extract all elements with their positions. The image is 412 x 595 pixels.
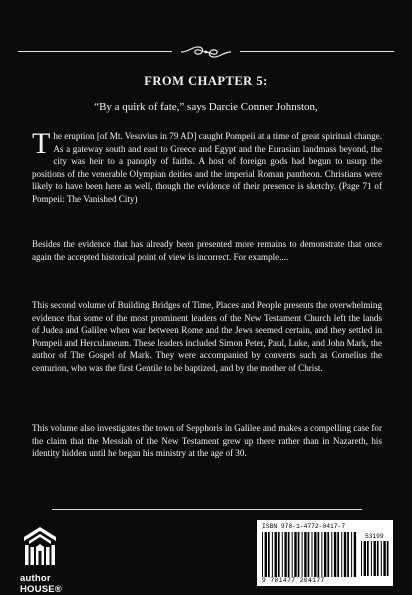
barcode-bar	[351, 532, 352, 577]
barcode-bar	[304, 532, 306, 577]
isbn-label: ISBN 978-1-4772-0417-7	[262, 523, 346, 530]
drop-cap: T	[32, 127, 51, 160]
barcode-bar	[272, 532, 273, 577]
paragraph-2: Besides the evidence that has already been presented more remains to demonstrate that once again the accepted historical point of view is incorrect. For example....	[32, 239, 382, 262]
barcode-bar	[371, 541, 372, 576]
barcode-bar	[288, 532, 290, 577]
barcode-bar	[324, 532, 326, 577]
barcode-bar	[387, 541, 389, 576]
barcode-bar	[334, 532, 336, 577]
barcode-bar	[278, 532, 280, 577]
ornament-line-right	[240, 51, 394, 52]
ornament-line-left	[18, 51, 172, 52]
barcode-bar	[294, 532, 296, 577]
barcode-bar	[262, 532, 263, 577]
barcode-digits: 9 781477 204177	[262, 577, 325, 584]
barcode-bar	[331, 532, 332, 577]
barcode-bar	[268, 532, 270, 577]
barcode-bar	[337, 532, 339, 577]
flourish-ornament-icon	[179, 42, 233, 62]
barcode-bar	[298, 532, 300, 577]
barcode-bar	[321, 532, 322, 577]
barcode-bar	[318, 532, 320, 577]
barcode-bar	[374, 541, 376, 576]
barcode-bar	[265, 532, 267, 577]
authorhouse-logo-icon	[20, 525, 60, 569]
barcode-bar	[302, 532, 303, 577]
chapter-heading: FROM CHAPTER 5:	[144, 74, 268, 88]
barcode-bar	[377, 541, 379, 576]
barcode-bar	[308, 532, 310, 577]
paragraph-1-text: he eruption [of Mt. Vesuvius in 79 AD] caught Pompeii at a time of great spiritual change. As a gateway south and east to Greece and Egypt and the Eurasian landmass beyond, the city was heir to a panoply of faiths. A host of foreign gods had begun to usurp the positions of the venerable Olympian deities and the imperial Roman pantheon. Christians were likely to have been here as well, though the evidence of their presence is sketchy. (Page 71 of Pompeii: The Vanished City)	[32, 131, 382, 204]
barcode-bars	[262, 532, 358, 577]
barcode-bar	[341, 532, 342, 577]
barcode-bar	[354, 532, 356, 577]
barcode-bar	[292, 532, 293, 577]
barcode-bar	[282, 532, 283, 577]
barcode-bar	[275, 532, 277, 577]
barcode-addon-bars	[361, 541, 389, 576]
barcode-bar	[344, 532, 346, 577]
paragraph-3: This second volume of Building Bridges of Time, Places and People presents the overwhelming evidence that some of the most prominent leaders of the New Testament Church left the lands of Judea and Galilee when war between Rome and the Jews seemed certain, and they settled in Pompeii and Herculaneum. These leaders included Simon Peter, Paul, Luke, and John Mark, the author of The Gospel of Mark. They were accompanied by converts such as Cornelius the centurion, who was the first Gentile to be baptized, and by the mother of Christ.	[32, 300, 382, 373]
barcode-bar	[364, 541, 366, 576]
paragraph-4: This volume also investigates the town of Sepphoris in Galilee and makes a compelling case for the claim that the Messiah of the New Testament grew up there rather than in Nazareth, his identity hidden until he began his ministry at the age of 30.	[32, 423, 382, 459]
barcode-bar	[312, 532, 313, 577]
barcode-bar	[361, 541, 362, 576]
top-ornament-divider	[18, 42, 394, 62]
bottom-divider	[52, 509, 362, 510]
barcode-bar	[284, 532, 286, 577]
intro-quote: “By a quirk of fate,” says Darcie Conner Johnston,	[94, 101, 318, 113]
barcode-bar	[327, 532, 329, 577]
barcode-bar	[381, 541, 382, 576]
price-code: 53199	[365, 533, 384, 540]
barcode-bar	[347, 532, 349, 577]
barcode-bar	[367, 541, 369, 576]
barcode-bar	[314, 532, 316, 577]
isbn-barcode	[257, 520, 393, 586]
barcode-bar	[383, 541, 385, 576]
publisher-logo	[20, 525, 80, 595]
publisher-name: author HOUSE®	[20, 573, 62, 595]
paragraph-1	[32, 127, 382, 206]
